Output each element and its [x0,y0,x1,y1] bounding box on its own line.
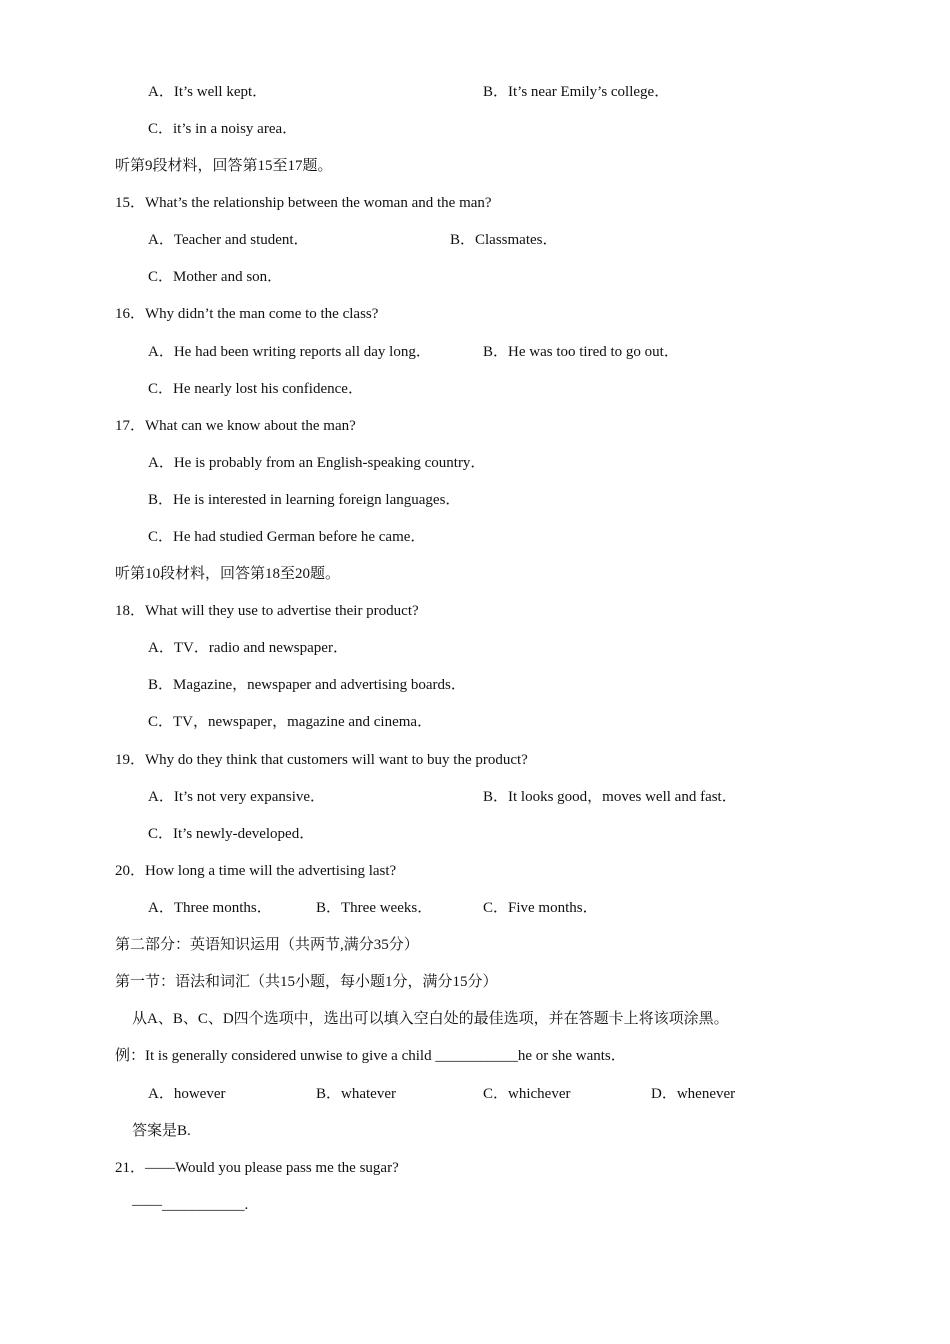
example-option-c: C．whichever [483,1086,571,1102]
q21-reply: ——___________. [132,1197,249,1213]
example-option-a: A．however [148,1086,226,1102]
q18-stem: 18．What will they use to advertise their product? [115,603,419,619]
q14-option-b: B．It’s near Emily’s college． [483,84,670,100]
example-stem: 例：It is generally considered unwise to give a child ___________he or she wants． [115,1048,626,1064]
part2-title: 第二部分：英语知识运用（共两节,满分35分） [115,937,419,953]
q15-option-b: B．Classmates． [450,232,558,248]
q17-option-c: C．He had studied German before he came． [148,529,426,545]
q19-stem: 19．Why do they think that customers will want to buy the product? [115,752,528,768]
q15-option-c: C．Mother and son． [148,269,283,285]
q16-stem: 16．Why didn’t the man come to the class? [115,306,379,322]
q16-option-b: B．He was too tired to go out． [483,344,679,360]
q21-stem: 21．——Would you please pass me the sugar? [115,1160,399,1176]
example-option-b: B．whatever [316,1086,396,1102]
q18-option-c: C．TV，newspaper，magazine and cinema． [148,714,433,730]
example-option-d: D．whenever [651,1086,736,1102]
q18-option-b: B．Magazine，newspaper and advertising boards． [148,677,466,693]
q20-stem: 20．How long a time will the advertising last? [115,863,397,879]
q20-option-c: C．Five months． [483,900,598,916]
q19-option-c: C．It’s newly-developed． [148,826,315,842]
q14-option-a: A．It’s well kept． [148,84,268,100]
instructions: 从A、B、C、D四个选项中，选出可以填入空白处的最佳选项，并在答题卡上将该项涂黑。 [132,1011,729,1027]
q18-option-a: A．TV．radio and newspaper． [148,640,348,656]
q19-option-a: A．It’s not very expansive． [148,789,326,805]
q20-option-a: A．Three months． [148,900,272,916]
example-answer: 答案是B. [132,1123,191,1139]
q17-stem: 17．What can we know about the man? [115,418,356,434]
section10-intro: 听第10段材料，回答第18至20题。 [115,566,341,582]
section1-title: 第一节：语法和词汇（共15小题，每小题1分，满分15分） [115,974,498,990]
q19-option-b: B．It looks good，moves well and fast． [483,789,737,805]
q16-option-a: A．He had been writing reports all day long． [148,344,431,360]
q17-option-a: A．He is probably from an English-speaking country． [148,455,486,471]
q15-option-a: A．Teacher and student． [148,232,309,248]
q20-option-b: B．Three weeks． [316,900,433,916]
q14-option-c: C．it’s in a noisy area． [148,121,298,137]
q16-option-c: C．He nearly lost his confidence． [148,381,363,397]
q15-stem: 15．What’s the relationship between the woman and the man? [115,195,492,211]
q17-option-b: B．He is interested in learning foreign languages． [148,492,461,508]
section9-intro: 听第9段材料，回答第15至17题。 [115,158,333,174]
